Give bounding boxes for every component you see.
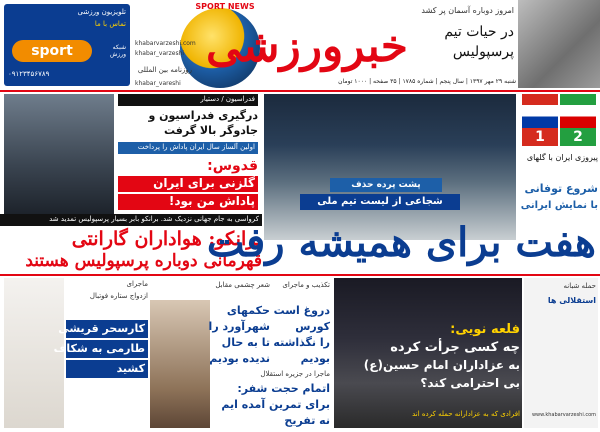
ad-sport-logo: sport: [12, 40, 92, 62]
telegram-handle[interactable]: khabar_vareshi: [135, 80, 181, 87]
coach-photo: [4, 94, 114, 214]
col1-head2: طارمی به شکاف: [66, 340, 148, 358]
ad-box[interactable]: [4, 4, 130, 86]
middle-rule: [0, 274, 600, 276]
flag-opponent: [522, 94, 558, 128]
masthead-logo: خبرورزشی: [205, 21, 408, 72]
ticker: کرواسی به جام جهانی نزدیک شد. برانکو بابر بسیار پرسپولیس تمدید شد: [0, 214, 262, 226]
col2-head2: شهرآورد را: [208, 320, 270, 333]
col2-head4: ندیده بودیم: [209, 352, 270, 365]
col3-head4: بودیم: [300, 352, 330, 365]
left-head2b: گلزنی برای ایران: [118, 176, 258, 192]
hero-caption2: با نمایش ایرانی: [520, 200, 598, 211]
right-sidebar-bottom: [524, 278, 598, 428]
col3-head: دروغ است: [273, 304, 330, 317]
branko-line1: برانکو: هواداران گارانتی: [71, 228, 262, 250]
col2-head3: تا به حال: [221, 336, 270, 349]
main-headline: هفت برای همیشه رفت: [206, 219, 596, 266]
hero-head-small: پشت پرده حذف: [330, 178, 442, 192]
ad-caption: شبکه ورزش: [109, 44, 126, 58]
footer-site[interactable]: www.khabarvarzeshi.com: [531, 412, 596, 418]
obituary-portrait: [518, 0, 600, 88]
col3-head3: را نگذاشته: [273, 336, 330, 349]
col3-tag: تکذیب و ماجرای: [282, 281, 330, 289]
col2-tag: شعر چشمی مقابل: [215, 281, 270, 289]
left-sub1: اولین آلساز سال ایران پاداش را پرداخت: [118, 142, 258, 154]
hero-caption: شروع توفانی: [524, 182, 598, 195]
sport-news-label: SPORT NEWS: [195, 2, 255, 11]
left-head2: قدوس:: [207, 158, 258, 174]
hero-head-small2: شجاعی از لیست تیم ملی: [300, 194, 460, 210]
right-sub: افرادی که به عزادارانه حمله کرده اند: [412, 410, 520, 418]
col4-head2: برای تمرین آمده ایم: [221, 398, 330, 411]
col3-head2: کورس: [295, 320, 330, 333]
col1-tag: ماجرای: [126, 280, 148, 288]
ad-line1: تلویزیون ورزشی: [77, 8, 126, 16]
instagram-handle[interactable]: khabar_varzeshi: [135, 50, 185, 57]
team1-score: 2: [560, 128, 596, 146]
ad-phone: ۰۹۱۲۳۴۵۶۷۸۹: [8, 70, 50, 78]
branko-line2: قهرمانی دوباره پرسپولیس هستند: [25, 251, 262, 271]
obituary-subline: امروز دوباره آسمان پر کشد: [421, 6, 514, 15]
obituary-headline: در حیات تیم پرسپولیس: [444, 24, 514, 60]
tagline: روزنامه بین المللی: [137, 66, 193, 74]
right-tag: استقلالی ها: [547, 296, 596, 305]
actress-photo: [150, 300, 210, 428]
site-url[interactable]: khabarvarzeshi.com: [135, 40, 196, 47]
issue-line: شنبه ۲۹ مهر ۱۳۹۷ | سال پنجم | شماره ۱۷۸۵ | ۳۵ صفحه | ۱۰۰۰ تومان: [338, 78, 516, 85]
right-head: فلعه نویی:: [450, 322, 520, 337]
col1-head3: کشید: [66, 360, 148, 378]
col1-sub: ازدواج ستاره فوتبال: [89, 292, 148, 300]
right-head2: چه کسی جرأت کرده: [390, 340, 520, 355]
flag-iran: [560, 94, 596, 128]
team2-score: 1: [522, 128, 558, 146]
left-head1: درگیری فدراسیون و جادوگر بالا گرفت: [148, 109, 258, 137]
left-head2c: پاداش من بود!: [118, 194, 258, 210]
right-head3: به عزاداران امام حسین(ع): [363, 358, 520, 372]
col2-head: حکمهای: [226, 304, 270, 317]
col4-head3: نه تفریح: [284, 414, 330, 427]
col1-head: کارسحر قریشی: [66, 320, 148, 338]
right-sub2: حمله شبانه: [563, 282, 596, 290]
masthead-rule: [0, 90, 600, 92]
score-title: پیروزی ایران با گلهای: [526, 153, 598, 162]
col4-tag: ماجرا در جزیره استقلال: [260, 370, 330, 378]
ad-line2: تماس با ما: [94, 20, 126, 28]
left-tag1: فدراسیون / دستیار: [118, 94, 258, 106]
right-head4: بی احترامی کند؟: [420, 376, 520, 390]
col4-head: اتمام حجت شفر:: [237, 382, 330, 395]
